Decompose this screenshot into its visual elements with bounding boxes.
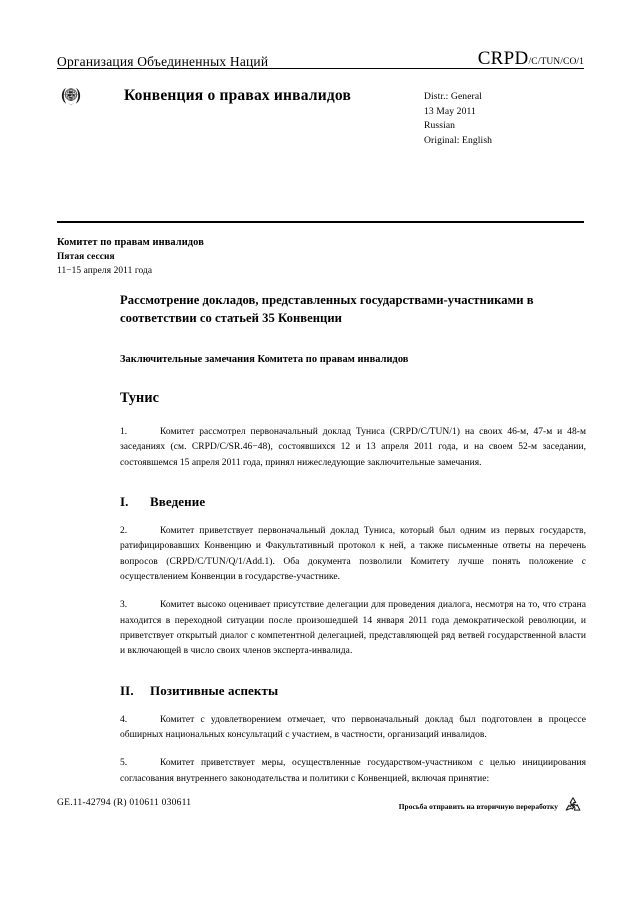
- document-body: [120, 292, 586, 787]
- section-title: Позитивные аспекты: [150, 682, 279, 698]
- footer-job-number: GE.11-42794 (R) 010611 030611: [57, 797, 192, 808]
- original-language: Original: English: [424, 134, 493, 146]
- paragraph-number: 4.: [120, 714, 128, 725]
- paragraph-5: [120, 756, 586, 787]
- section-heading-introduction: [90, 494, 586, 511]
- paragraph-2: [120, 524, 586, 586]
- section-numeral: II.: [120, 682, 134, 698]
- organization-name: Организация Объединенных Наций: [57, 53, 269, 69]
- paragraph-number: 5.: [120, 758, 128, 769]
- paragraph-3: [120, 598, 586, 660]
- section-title: Введение: [150, 493, 206, 509]
- header-divider: [57, 221, 584, 223]
- convention-title: Конвенция о правах инвалидов: [124, 87, 352, 104]
- committee-block: [57, 236, 477, 278]
- paragraph-number: 2.: [120, 525, 128, 536]
- committee-session: Пятая сессия: [57, 251, 115, 262]
- document-symbol-main: CRPD: [477, 48, 529, 69]
- committee-name: Комитет по правам инвалидов: [57, 237, 204, 248]
- document-language: Russian: [424, 120, 456, 132]
- distribution-block: [424, 90, 492, 148]
- paragraph-text: Комитет с удовлетворением отмечает, что первоначальный доклад был подготовлен в процессе обширных национальных консультаций с участием, в частности, организаций инвалидов.: [120, 714, 586, 741]
- page-title: Рассмотрение докладов, представленных государствами-участниками в соответствии со статьей 35 Конвенции: [120, 293, 534, 325]
- document-subtitle: Заключительные замечания Комитета по правам инвалидов: [120, 353, 409, 365]
- recycle-icon: [562, 795, 584, 817]
- paragraph-number: 1.: [120, 426, 128, 437]
- paragraph-text: Комитет рассмотрел первоначальный доклад Туниса (CRPD/C/TUN/1) на своих 46-м, 47-м и 48-м заседаниях (см. CRPD/C/SR.46−48), состоявшихся 12 и 13 апреля 2011 года, и на своем 52-м заседании, состоявшемся 15 апреля 2011 года, принял нижеследующие заключительные замечания.: [120, 426, 586, 468]
- country-heading: Тунис: [120, 390, 159, 407]
- document-symbol-suffix: /C/TUN/CO/1: [528, 57, 584, 67]
- distribution-type: Distr.: General: [424, 91, 482, 102]
- recycle-text: Просьба отправить на вторичную переработку: [398, 801, 558, 811]
- paragraph-text: Комитет высоко оценивает присутствие делегации для проведения диалога, несмотря на то, что страна находится в переходной ситуации после произошедшей 14 января 2011 года демократической революции, и приветствует открытый диалог с компетентной делегацией, представляющей ряд ветвей государственной власти и включающей в число своих членов эксперта-инвалида.: [120, 600, 586, 657]
- section-heading-positive-aspects: [90, 683, 586, 700]
- committee-dates: 11−15 апреля 2011 года: [57, 266, 153, 277]
- un-emblem: [60, 84, 114, 132]
- section-numeral: I.: [120, 493, 129, 509]
- masthead: [57, 49, 584, 68]
- document-symbol: [478, 49, 584, 68]
- paragraph-4: [120, 713, 586, 744]
- paragraph-text: Комитет приветствует меры, осуществленные государством-участником с целью инициирования согласования внутреннего законодательства и политики с Конвенцией, включая принятие:: [120, 758, 586, 784]
- paragraph-number: 3.: [120, 600, 128, 611]
- distribution-date: 13 May 2011: [424, 105, 476, 117]
- paragraph-1: [120, 425, 586, 471]
- paragraph-text: Комитет приветствует первоначальный доклад Туниса, который был одним из первых государств, ратифицировавших Конвенцию и Факультативный протокол к ней, а также письменные ответы на перечень вопросов (CRPD/C/TUN/Q/1/Add.1). Оба документа позволили Комитету лучше понять положение с осуществлением Конвенции в государстве-участнике.: [120, 525, 586, 582]
- masthead-divider: [57, 68, 584, 69]
- footer-recycle-notice: [399, 795, 584, 817]
